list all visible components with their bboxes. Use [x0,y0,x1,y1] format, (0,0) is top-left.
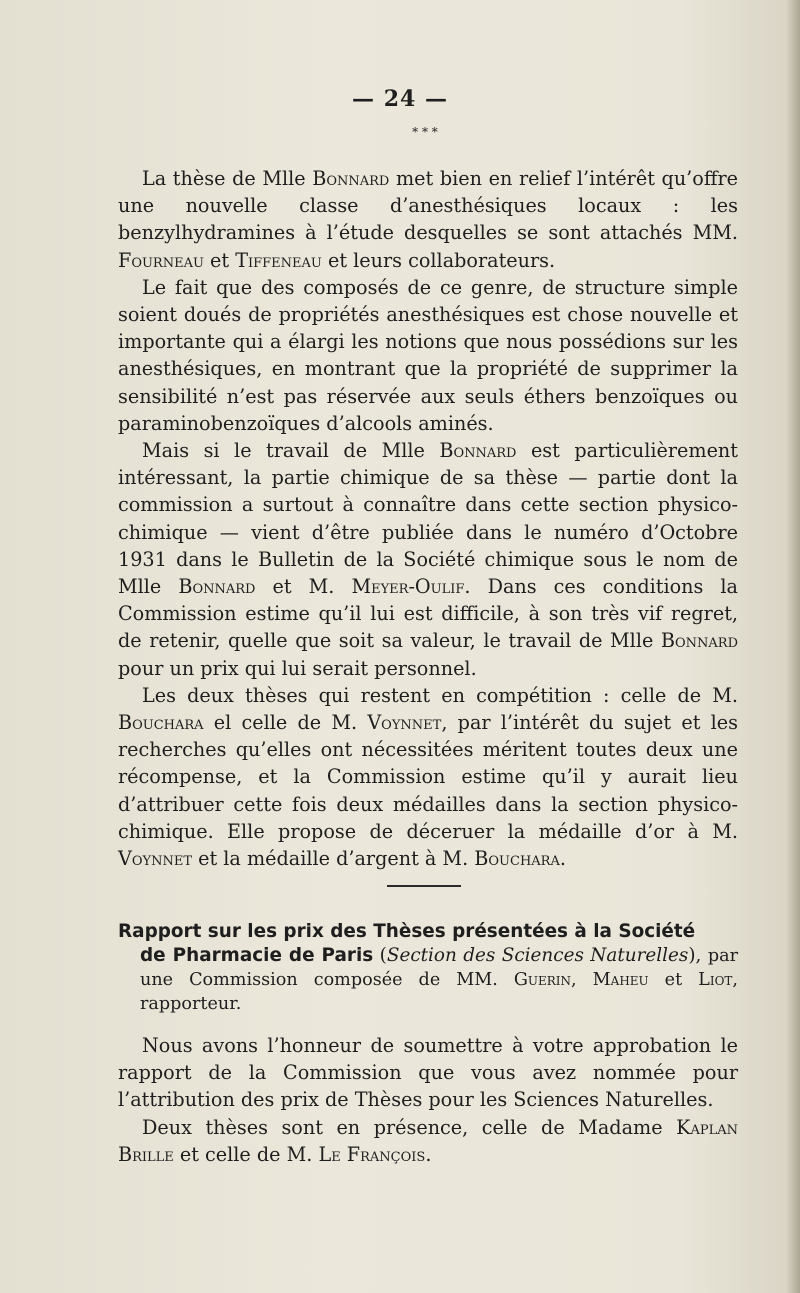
paragraph: Les deux thèses qui restent en compétition : celle de M. Bouchara el celle de M. Voynnet, par l’intérêt du sujet et les recherches qu’elles ont nécessitées méritent toutes deux une récompense, et la Commission estime qu’il y aurait lieu d’attribuer cette fois deux médailles dans la section physico-chimique. Elle propose de déceruer la médaille d’or à M. Voynnet et la médaille d’argent à M. Bouchara. [118,683,738,871]
page-number: — 24 — [352,86,448,112]
report-subtitle: de Pharmacie de Paris (Section des Sciences Naturelles), par une Commission composée de MM. Guerin, Maheu et Liot, rapporteur. [140,945,739,1014]
section-physico-chimique [118,165,738,872]
asterism-separator: * * * [412,125,438,139]
section-divider [387,885,461,887]
report-title: Rapport sur les prix des Thèses présentées à la Société [118,921,696,942]
paragraph: La thèse de Mlle Bonnard met bien en relief l’intérêt qu’offre une nouvelle classe d’anesthésiques locaux : les benzylhydramines à l’étude desquelles se sont attachés MM. Fourneau et Tiffeneau et leurs collaborateurs. [118,167,738,272]
page-edge-shadow [786,0,800,1293]
paragraph: Mais si le travail de Mlle Bonnard est particulièrement intéressant, la partie chimique de sa thèse — partie dont la commission a surtout à connaître dans cette section physico-chimique — vient d’être publiée dans le numéro d’Octobre 1931 dans le Bulletin de la Société chimique sous le nom de Mlle Bonnard et M. Meyer-Oulif. Dans ces conditions la Commission estime qu’il lui est difficile, à son très vif regret, de retenir, quelle que soit sa valeur, le travail de Mlle Bonnard pour un prix qui lui serait personnel. [118,439,738,680]
paragraph: Deux thèses sont en présence, celle de Madame Kaplan Brille et celle de M. Le François. [118,1115,738,1166]
report-heading [118,920,738,1016]
paragraph: Nous avons l’honneur de soumettre à votre approbation le rapport de la Commission que vous avez nommée pour l’attribution des prix de Thèses pour les Sciences Naturelles. [118,1034,738,1112]
section-sciences-naturelles [118,1032,738,1168]
paragraph: Le fait que des composés de ce genre, de structure simple soient doués de propriétés anesthésiques est chose nouvelle et importante qui a élargi les notions que nous possédions sur les anesthésiques, en montrant que la propriété de supprimer la sensibilité n’est pas réservée aux seuls éthers benzoïques ou paraminobenzoïques d’alcools aminés. [118,275,738,435]
